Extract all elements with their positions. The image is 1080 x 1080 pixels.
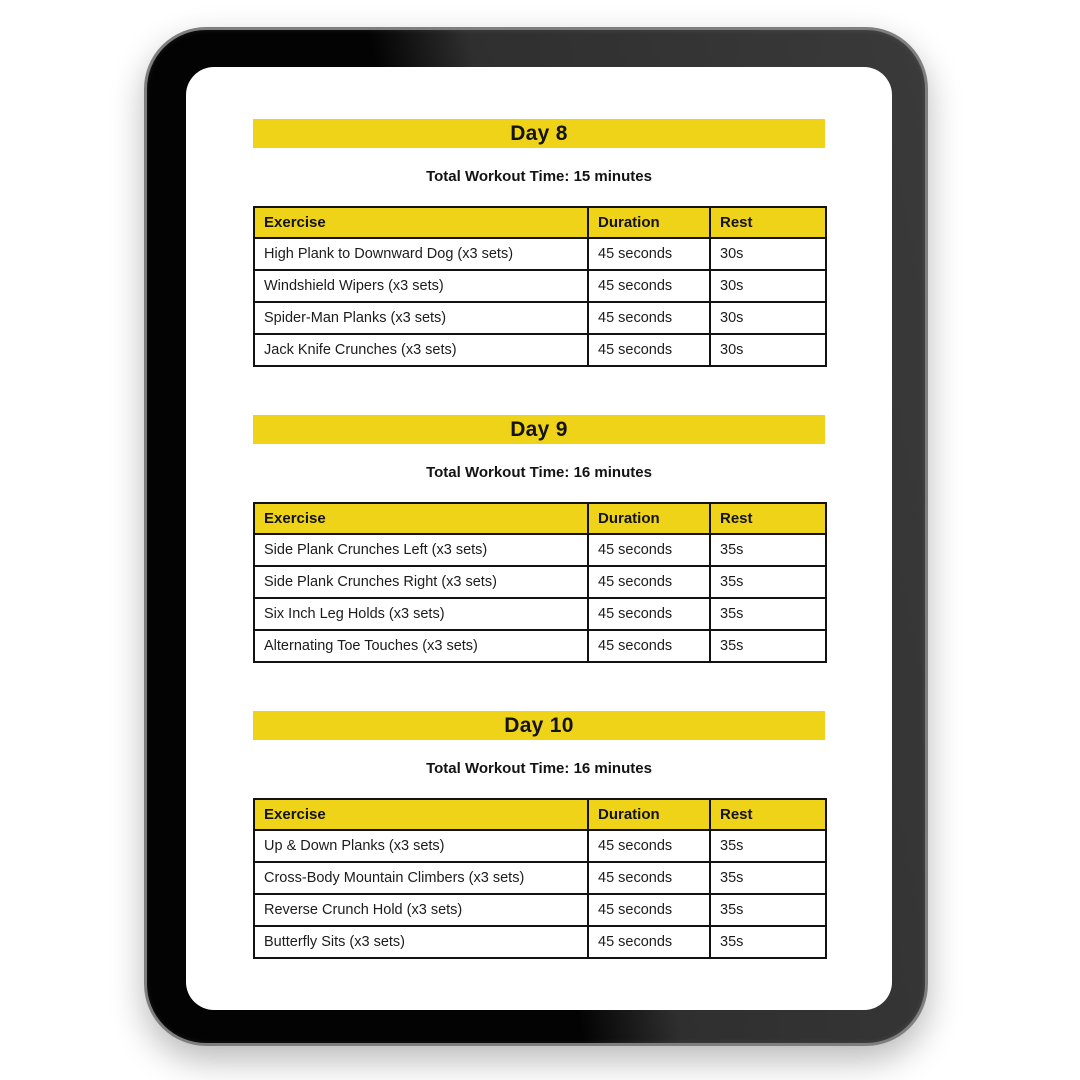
rest-cell: 35s (710, 566, 826, 598)
exercise-cell: Side Plank Crunches Right (x3 sets) (254, 566, 588, 598)
table-row (254, 598, 826, 630)
table-row (254, 630, 826, 662)
column-header-exercise: Exercise (254, 503, 588, 534)
rest-cell: 35s (710, 926, 826, 958)
duration-cell: 45 seconds (588, 598, 710, 630)
duration-cell: 45 seconds (588, 302, 710, 334)
day-section-9 (253, 415, 825, 663)
exercise-table (253, 502, 827, 663)
day-title-banner (253, 711, 825, 740)
table-header-row (254, 207, 826, 238)
rest-cell: 30s (710, 270, 826, 302)
column-header-exercise: Exercise (254, 207, 588, 238)
table-row (254, 302, 826, 334)
duration-cell: 45 seconds (588, 862, 710, 894)
table-row (254, 862, 826, 894)
rest-cell: 35s (710, 862, 826, 894)
exercise-cell: Cross-Body Mountain Climbers (x3 sets) (254, 862, 588, 894)
duration-cell: 45 seconds (588, 630, 710, 662)
table-row (254, 270, 826, 302)
table-row (254, 566, 826, 598)
rest-cell: 35s (710, 630, 826, 662)
table-row (254, 334, 826, 366)
column-header-rest: Rest (710, 207, 826, 238)
table-row (254, 894, 826, 926)
exercise-cell: High Plank to Downward Dog (x3 sets) (254, 238, 588, 270)
exercise-cell: Reverse Crunch Hold (x3 sets) (254, 894, 588, 926)
rest-cell: 35s (710, 894, 826, 926)
exercise-cell: Jack Knife Crunches (x3 sets) (254, 334, 588, 366)
tablet-screen (186, 67, 892, 1010)
column-header-duration: Duration (588, 503, 710, 534)
day-section-8 (253, 119, 825, 367)
day-title: Day 8 (510, 121, 568, 145)
rest-cell: 30s (710, 302, 826, 334)
exercise-cell: Six Inch Leg Holds (x3 sets) (254, 598, 588, 630)
rest-cell: 30s (710, 238, 826, 270)
exercise-cell: Side Plank Crunches Left (x3 sets) (254, 534, 588, 566)
duration-cell: 45 seconds (588, 270, 710, 302)
duration-cell: 45 seconds (588, 334, 710, 366)
duration-cell: 45 seconds (588, 894, 710, 926)
column-header-duration: Duration (588, 799, 710, 830)
tablet-device-frame (144, 27, 928, 1046)
duration-cell: 45 seconds (588, 238, 710, 270)
total-workout-time: Total Workout Time: 16 minutes (426, 464, 652, 481)
rest-cell: 35s (710, 830, 826, 862)
column-header-rest: Rest (710, 503, 826, 534)
table-header-row (254, 799, 826, 830)
column-header-exercise: Exercise (254, 799, 588, 830)
day-title-banner (253, 415, 825, 444)
duration-cell: 45 seconds (588, 534, 710, 566)
day-title-banner (253, 119, 825, 148)
day-title: Day 10 (504, 713, 574, 737)
exercise-cell: Butterfly Sits (x3 sets) (254, 926, 588, 958)
exercise-table (253, 206, 827, 367)
total-workout-time: Total Workout Time: 16 minutes (426, 760, 652, 777)
rest-cell: 30s (710, 334, 826, 366)
column-header-duration: Duration (588, 207, 710, 238)
day-section-10 (253, 711, 825, 959)
rest-cell: 35s (710, 534, 826, 566)
column-header-rest: Rest (710, 799, 826, 830)
duration-cell: 45 seconds (588, 566, 710, 598)
exercise-cell: Alternating Toe Touches (x3 sets) (254, 630, 588, 662)
total-workout-time: Total Workout Time: 15 minutes (426, 168, 652, 185)
duration-cell: 45 seconds (588, 830, 710, 862)
exercise-cell: Up & Down Planks (x3 sets) (254, 830, 588, 862)
table-header-row (254, 503, 826, 534)
table-row (254, 926, 826, 958)
duration-cell: 45 seconds (588, 926, 710, 958)
workout-document (253, 67, 825, 959)
table-row (254, 830, 826, 862)
day-title: Day 9 (510, 417, 568, 441)
exercise-cell: Spider-Man Planks (x3 sets) (254, 302, 588, 334)
exercise-table (253, 798, 827, 959)
table-row (254, 534, 826, 566)
table-row (254, 238, 826, 270)
exercise-cell: Windshield Wipers (x3 sets) (254, 270, 588, 302)
rest-cell: 35s (710, 598, 826, 630)
